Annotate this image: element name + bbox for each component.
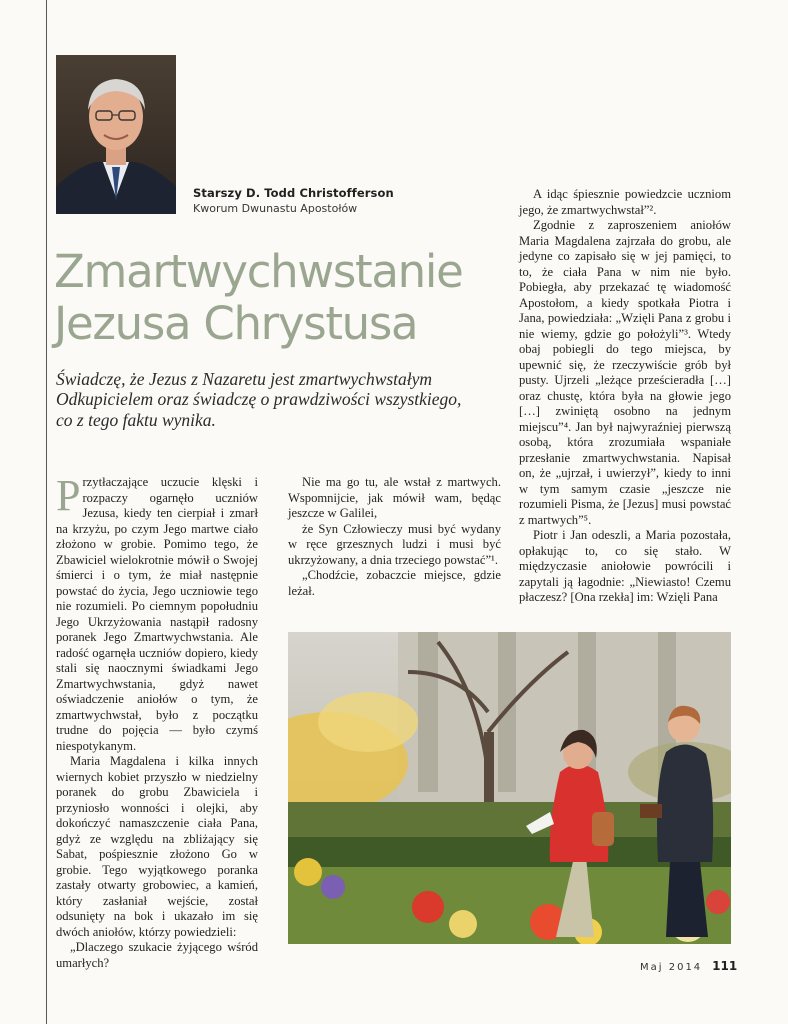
page-margin-rule xyxy=(46,0,47,1024)
intro-line-1: Świadczę, że Jezus z Nazaretu jest zmartwychwstałym xyxy=(56,369,433,389)
author-byline xyxy=(193,186,394,215)
paragraph: Nie ma go tu, ale wstał z martwych. Wspomnijcie, jak mówił wam, będąc jeszcze w Galilei, xyxy=(288,475,501,520)
article-intro xyxy=(56,369,476,430)
text-column-1 xyxy=(56,471,258,971)
paragraph: A idąc śpiesznie powiedzcie uczniom jego, że zmartwychwstał”². xyxy=(519,187,731,217)
paragraph xyxy=(56,471,258,754)
text-column-2 xyxy=(288,475,501,599)
intro-line-2: Odkupicielem oraz świadczę o prawdziwości wszystkiego, xyxy=(56,389,462,410)
garden-photo-image xyxy=(288,632,731,944)
author-name: Starszy D. Todd Christofferson xyxy=(193,186,394,200)
paragraph: „Dlaczego szukacie żyjącego wśród umarłych? xyxy=(56,940,258,970)
drop-cap: P xyxy=(56,471,81,520)
paragraph-text: rzytłaczające uczucie klęski i rozpaczy ogarnęło uczniów Jezusa, kiedy ten cierpiał i zmarł na krzyżu, po czym Jego martwe ciało złożono w grobie. Pomimo tego, że Zbawiciel wielokrotnie mówił o Swojej śmierci i o tym, że miał następnie powstać do życia, Jego uczniowie tego nie rozumieli. Po ciemnym popołudniu Jego Ukrzyżowania nastąpił radosny poranek Jego Zmartwychwstania. Ale radość ogarnęła uczniów dopiero, kiedy stali się naocznymi świadkami Jego Zmartwychwstania, gdyż nawet oświadczenie aniołów o tym, że zmartwychwstał, było z początku trudne do pojęcia — było czymś niespotykanym. xyxy=(56,475,258,753)
article-title-line-1: Zmartwychwstanie xyxy=(54,245,463,298)
article-title xyxy=(54,246,462,350)
paragraph: Piotr i Jan odeszli, a Maria pozostała, opłakując to, co się stało. W międzyczasie aniołowie powrócili i zapytali ją łagodnie: „Niewiasto! Czemu płaczesz? [Ona rzekła] im: Wzięli Pana xyxy=(519,528,731,604)
garden-photo xyxy=(288,632,731,944)
paragraph: że Syn Człowieczy musi być wydany w ręce grzesznych ludzi i musi być ukrzyżowany, a dnia trzeciego powstać”¹. xyxy=(288,521,501,567)
article-title-line-2: Jezusa Chrystusa xyxy=(54,297,418,350)
author-portrait-image xyxy=(56,55,176,214)
text-column-3 xyxy=(519,187,731,606)
paragraph: „Chodźcie, zobaczcie miejsce, gdzie leżał. xyxy=(288,568,501,598)
author-portrait xyxy=(56,55,176,214)
paragraph: Zgodnie z zaproszeniem aniołów Maria Magdalena zajrzała do grobu, ale jedyne co zapisało się w jej pamięci, to to, że ciała Pana w nim nie było. Pobiegła, aby przekazać tę wiadomość Apostołom, a kiedy spotkała Piotra i Jana, powiedziała: „Wzięli Pana z grobu i nie wiemy, gdzie go położyli”³. Wtedy obaj pobiegli do tego miejsca, by upewnić się, że rzeczywiście grób był pusty. Ujrzeli „leżące prześcieradła […] oraz chustę, która była na głowie jego […] zwiniętą osobno na jednym miejscu”⁴. Jan był najwyraźniej pierwszą osobą, która zrozumiała wspaniałe przesłanie zmartwychwstania. Napisał on, że „ujrzał, i uwierzył”, kiedy to inni w tym samym czasie „jeszcze nie rozumieli Pisma, że [Jezus] musi powstać z martwych”⁵. xyxy=(519,218,731,527)
author-role: Kworum Dwunastu Apostołów xyxy=(193,202,358,215)
issue-month: Maj 2014 xyxy=(640,962,703,973)
intro-line-3: co z tego faktu wynika. xyxy=(56,409,216,430)
page-number: 111 xyxy=(712,959,738,973)
paragraph: Maria Magdalena i kilka innych wiernych kobiet przyszło w niedzielny poranek do grobu Zbawiciela i przyniosło wonności i olejki, aby dokończyć namaszczenie ciała Pana, gdyż ze względu na zbliżający się Sabat, pośpiesznie złożono Go w grobie. Tego wyjątkowego poranka zastały otwarty grobowiec, a kamień, który zasłaniał wejście, został odsunięty na bok i ukazało im się dwóch aniołów, którzy powiedzieli: xyxy=(56,754,258,939)
page-footer xyxy=(640,955,737,974)
